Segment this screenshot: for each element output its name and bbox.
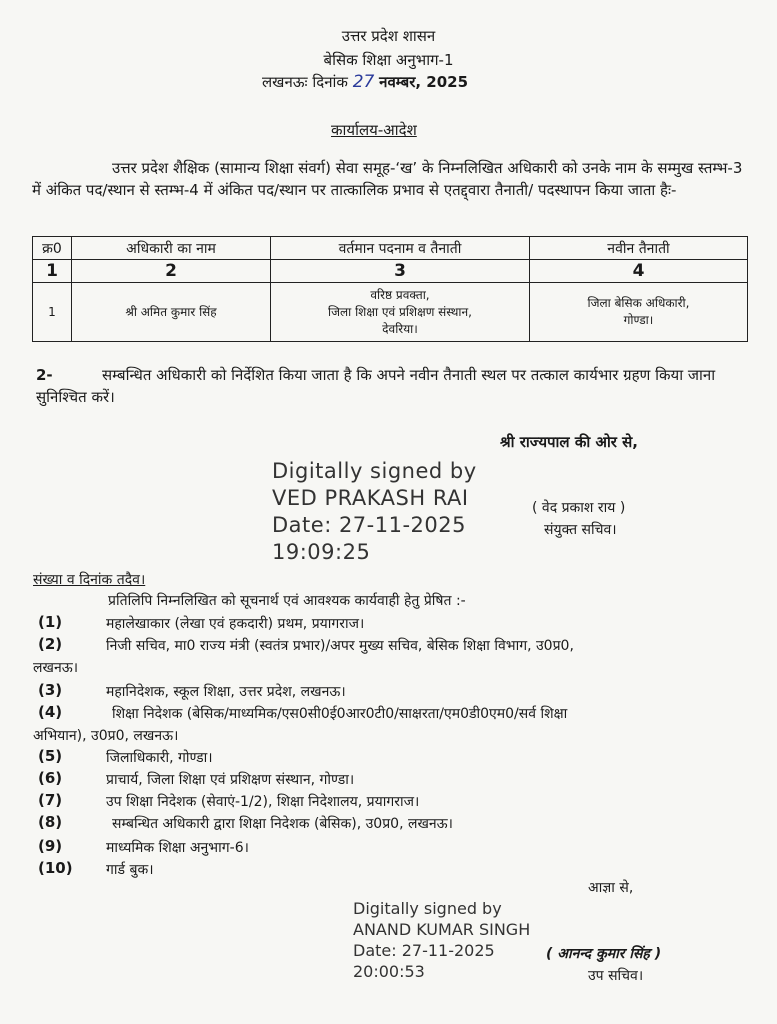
signer1-name: ( वेद प्रकाश राय ) [532,500,626,516]
copy-item-number: (4) [38,703,63,721]
list-item: शिक्षा निदेशक (बेसिक/माध्यमिक/एस0सी0ई0आर0टी0/साक्षरता/एम0डी0एम0/सर्व शिक्षा [112,706,568,722]
current-posting-line: वरिष्ठ प्रवक्ता, [370,287,430,302]
current-posting-line: जिला शिक्षा एवं प्रशिक्षण संस्थान, [328,304,472,319]
by-order-text: आज्ञा से, [588,880,634,896]
copy-item-number: (2) [38,635,63,653]
para2-text: सम्बन्धित अधिकारी को निर्देशित किया जाता है कि अपने नवीन तैनाती स्थल पर तत्काल कार्यभार ग्रहण किया जाना सुनिश्चित करें। [36,366,716,406]
signer1-designation: संयुक्त सचिव। [544,522,617,538]
section-header: बेसिक शिक्षा अनुभाग-1 [323,51,454,69]
copy-item-number: (10) [38,859,73,877]
signer2-name: ( आनन्द कुमार सिंह ) [546,946,662,962]
sig1-line: 19:09:25 [272,540,371,564]
list-item: गार्ड बुक। [106,862,154,878]
sig1-line: Date: 27-11-2025 [272,513,466,537]
current-posting-line: देवरिया। [382,321,418,336]
intro-paragraph: उत्तर प्रदेश शैक्षिक (सामान्य शिक्षा संवर्ग) सेवा समूह-‘ख’ के निम्नलिखित अधिकारी को उनके नाम के सम्मुख स्तम्भ-3 में अंकित पद/स्थान से स्तम्भ-4 में अंकित पद/स्थान पर तात्कालिक प्रभाव से एतद्द्वारा तैनाती/ पदस्थापन किया जाता हैः- [32,159,743,199]
table-row [33,283,748,342]
sig2-line: Date: 27-11-2025 [353,941,495,960]
para2-number: 2- [36,366,53,384]
copy-item-number: (3) [38,681,63,699]
copy-intro: प्रतिलिपि निम्नलिखित को सूचनार्थ एवं आवश्यक कार्यवाही हेतु प्रेषित :- [108,593,466,609]
digital-signature-1 [272,458,477,566]
row-sno: 1 [33,283,72,342]
digital-signature-2 [353,898,530,982]
col-number: 2 [72,260,271,283]
copy-item-number: (1) [38,613,63,631]
order-title: कार्यालय-आदेश [331,121,417,139]
col-header-sno: क्र0 [33,237,72,260]
copy-item-number: (6) [38,769,63,787]
sig2-line: Digitally signed by [353,899,502,918]
list-item: महालेखाकार (लेखा एवं हकदारी) प्रथम, प्रयागराज। [106,616,365,632]
copy-item-number: (8) [38,813,63,831]
list-item: निजी सचिव, मा0 राज्य मंत्री (स्वतंत्र प्रभार)/अपर मुख्य सचिव, बेसिक शिक्षा विभाग, उ0प्र0, [106,638,574,654]
copy-item-number: (7) [38,791,63,809]
current-posting [271,283,530,342]
sig1-line: Digitally signed by [272,459,477,483]
list-item: महानिदेशक, स्कूल शिक्षा, उत्तर प्रदेश, लखनऊ। [106,684,346,700]
date-suffix: नवम्बर, 2025 [379,73,469,91]
posting-table [32,236,748,342]
sig2-line: 20:00:53 [353,962,425,981]
col-header-new: नवीन तैनाती [530,237,748,260]
date-day: 27 [352,72,375,92]
sig2-line: ANAND KUMAR SINGH [353,920,531,939]
list-item: सम्बन्धित अधिकारी द्वारा शिक्षा निदेशक (बेसिक), उ0प्र0, लखनऊ। [112,816,453,832]
col-number: 4 [530,260,748,283]
col-header-name: अधिकारी का नाम [72,237,271,260]
signer2-designation: उप सचिव। [588,968,644,984]
copy-item-number: (9) [38,837,63,855]
govt-header: उत्तर प्रदेश शासन [341,27,436,45]
list-item: प्राचार्य, जिला शिक्षा एवं प्रशिक्षण संस्थान, गोण्डा। [106,772,355,788]
col-number: 3 [271,260,530,283]
list-item: माध्यमिक शिक्षा अनुभाग-6। [106,840,249,856]
new-posting-line: जिला बेसिक अधिकारी, [587,296,690,310]
list-item-continuation: अभियान), उ0प्र0, लखनऊ। [33,728,179,744]
list-item: उप शिक्षा निदेशक (सेवाएं-1/2), शिक्षा निदेशालय, प्रयागराज। [106,794,420,810]
on-behalf-text: श्री राज्यपाल की ओर से, [500,433,638,451]
date-prefix: लखनऊः दिनांक [262,73,348,91]
copy-heading: संख्या व दिनांक तदैव। [33,572,146,588]
officer-name: श्री अमित कुमार सिंह [72,283,271,342]
new-posting [530,283,748,342]
order-date [262,72,468,92]
list-item: जिलाधिकारी, गोण्डा। [106,750,213,766]
list-item-continuation: लखनऊ। [33,660,79,676]
new-posting-line: गोण्डा। [623,313,654,327]
col-number: 1 [33,260,72,283]
sig1-line: VED PRAKASH RAI [272,486,469,510]
copy-item-number: (5) [38,747,63,765]
col-header-current: वर्तमान पदनाम व तैनाती [271,237,530,260]
